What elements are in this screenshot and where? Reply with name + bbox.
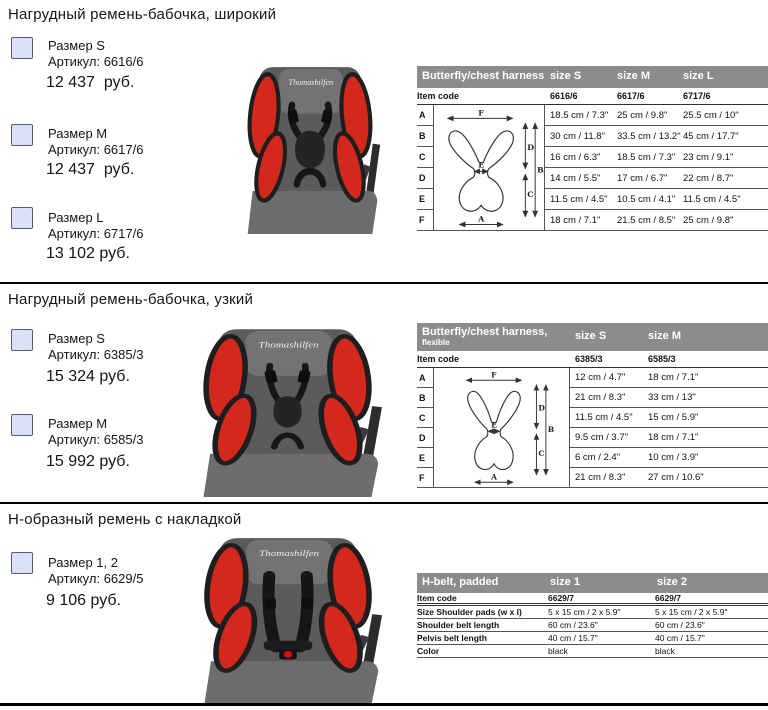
row-label: Item code xyxy=(417,593,545,606)
row-value: 60 cm / 23.6" xyxy=(652,619,768,632)
dim-value: 30 cm / 11.8" xyxy=(545,126,612,147)
spec-table-h-belt xyxy=(417,573,768,658)
spec-table-title-line2: flexible xyxy=(422,337,450,347)
dim-value: 25 cm / 9.8" xyxy=(612,105,678,126)
dim-value: 18 cm / 7.1" xyxy=(545,210,612,231)
section-divider xyxy=(0,502,768,504)
dim-value: 16 cm / 6.3" xyxy=(545,147,612,168)
article-label: Артикул: 6385/3 xyxy=(48,347,144,362)
col-header-size-l: size L xyxy=(678,66,768,88)
svg-text:A: A xyxy=(478,214,485,224)
dim-letter: B xyxy=(417,388,433,408)
dim-letter: E xyxy=(417,189,433,210)
dim-value: 6 cm / 2.4" xyxy=(570,448,643,468)
butterfly-dimension-diagram xyxy=(434,368,569,487)
item-code-value: 6617/6 xyxy=(612,88,678,105)
section-divider xyxy=(0,282,768,284)
dim-value: 23 cm / 9.1" xyxy=(678,147,768,168)
price-label: 9 106 руб. xyxy=(46,592,121,609)
price-label: 12 437 руб. xyxy=(46,74,135,91)
size-checkbox[interactable] xyxy=(11,414,33,436)
svg-text:C: C xyxy=(527,189,534,199)
col-header-size-m: size M xyxy=(612,66,678,88)
dim-letter: A xyxy=(417,368,433,388)
row-value: black xyxy=(545,645,652,658)
article-label: Артикул: 6585/3 xyxy=(48,432,144,447)
row-value: 5 x 15 cm / 2 x 5.9" xyxy=(652,606,768,619)
col-header-size-1: size 1 xyxy=(545,573,652,593)
product-photo-h-belt xyxy=(178,533,398,704)
dim-value: 33 cm / 13" xyxy=(643,388,768,408)
dim-letter: C xyxy=(417,147,433,168)
price-label: 15 992 руб. xyxy=(46,453,130,470)
seat-illustration xyxy=(177,324,398,497)
seat-illustration xyxy=(228,62,392,234)
spec-table-title xyxy=(417,323,570,351)
item-code-value: 6585/3 xyxy=(643,351,768,368)
dim-letter: E xyxy=(417,448,433,468)
item-code-label: Item code xyxy=(417,351,570,368)
brand-logo-text: Thomashilfen xyxy=(258,340,319,350)
size-label: Размер 1, 2 xyxy=(48,555,118,570)
row-value: 5 x 15 cm / 2 x 5.9" xyxy=(545,606,652,619)
row-value: 6629/7 xyxy=(545,593,652,606)
row-label: Color xyxy=(417,645,545,658)
svg-text:D: D xyxy=(538,403,545,413)
size-label: Размер S xyxy=(48,38,105,53)
butterfly-diagram xyxy=(433,105,545,231)
dim-letter: B xyxy=(417,126,433,147)
dim-value: 17 cm / 6.7" xyxy=(612,168,678,189)
dim-value: 11.5 cm / 4.5" xyxy=(570,408,643,428)
dim-value: 21.5 cm / 8.5" xyxy=(612,210,678,231)
size-checkbox[interactable] xyxy=(11,329,33,351)
row-value: 40 cm / 15.7" xyxy=(545,632,652,645)
row-value: black xyxy=(652,645,768,658)
row-label: Size Shoulder pads (w x l) xyxy=(417,606,545,619)
dim-value: 11.5 cm / 4.5" xyxy=(545,189,612,210)
article-label: Артикул: 6717/6 xyxy=(48,226,144,241)
size-label: Размер L xyxy=(48,210,104,225)
price-label: 15 324 руб. xyxy=(46,368,130,385)
dim-value: 9.5 cm / 3.7" xyxy=(570,428,643,448)
svg-text:F: F xyxy=(491,370,497,380)
item-code-value: 6616/6 xyxy=(545,88,612,105)
dim-letter: F xyxy=(417,210,433,231)
spec-table-title: Butterfly/chest harness xyxy=(417,66,545,88)
dim-letter: F xyxy=(417,468,433,488)
article-label: Артикул: 6616/6 xyxy=(48,54,144,69)
dim-value: 18.5 cm / 7.3" xyxy=(545,105,612,126)
svg-text:B: B xyxy=(547,425,555,435)
item-code-label: Item code xyxy=(417,88,545,105)
size-label: Размер M xyxy=(48,126,108,141)
spec-table-title-line1: Butterfly/chest harness, xyxy=(422,326,548,339)
svg-text:D: D xyxy=(527,142,535,152)
svg-text:E: E xyxy=(478,160,485,170)
h-belt-lap-strap xyxy=(264,641,312,650)
row-value: 40 cm / 15.7" xyxy=(652,632,768,645)
brand-logo-text: Thomashilfen xyxy=(259,549,320,559)
dim-letter: D xyxy=(417,168,433,189)
size-checkbox[interactable] xyxy=(11,124,33,146)
bottom-divider xyxy=(0,703,768,706)
col-header-size-2: size 2 xyxy=(652,573,768,593)
seat-illustration xyxy=(178,533,398,704)
buckle-button xyxy=(284,651,293,658)
svg-text:B: B xyxy=(537,165,544,175)
spec-table-butterfly-flexible xyxy=(417,323,768,488)
section-title-butterfly-wide: Нагрудный ремень-бабочка, широкий xyxy=(8,6,277,23)
item-code-value: 6717/6 xyxy=(678,88,768,105)
size-checkbox[interactable] xyxy=(11,37,33,59)
dim-value: 45 cm / 17.7" xyxy=(678,126,768,147)
col-header-size-s: size S xyxy=(545,66,612,88)
butterfly-diagram xyxy=(433,368,570,488)
row-label: Shoulder belt length xyxy=(417,619,545,632)
row-label: Pelvis belt length xyxy=(417,632,545,645)
dim-value: 25.5 cm / 10" xyxy=(678,105,768,126)
size-checkbox[interactable] xyxy=(11,552,33,574)
brand-logo-text: Thomashilfen xyxy=(288,78,334,88)
dim-value: 33.5 cm / 13.2" xyxy=(612,126,678,147)
dim-value: 10 cm / 3.9" xyxy=(643,448,768,468)
section-title-butterfly-narrow: Нагрудный ремень-бабочка, узкий xyxy=(8,291,254,308)
svg-text:A: A xyxy=(491,472,497,482)
size-checkbox[interactable] xyxy=(11,207,33,229)
item-code-value: 6385/3 xyxy=(570,351,643,368)
spec-table-butterfly-wide xyxy=(417,66,768,231)
size-label: Размер M xyxy=(48,416,108,431)
article-label: Артикул: 6617/6 xyxy=(48,142,144,157)
dim-value: 10.5 cm / 4.1" xyxy=(612,189,678,210)
svg-text:E: E xyxy=(491,420,497,430)
dim-value: 21 cm / 8.3" xyxy=(570,468,643,488)
dim-value: 18 cm / 7.1" xyxy=(643,368,768,388)
svg-text:C: C xyxy=(538,448,545,458)
dim-value: 18.5 cm / 7.3" xyxy=(612,147,678,168)
dim-value: 14 cm / 5.5" xyxy=(545,168,612,189)
size-label: Размер S xyxy=(48,331,105,346)
article-label: Артикул: 6629/5 xyxy=(48,571,144,586)
spec-table-title: H-belt, padded xyxy=(417,573,545,593)
dim-value: 21 cm / 8.3" xyxy=(570,388,643,408)
dim-value: 18 cm / 7.1" xyxy=(643,428,768,448)
dim-letter: C xyxy=(417,408,433,428)
price-label: 13 102 руб. xyxy=(46,245,130,262)
dim-value: 22 cm / 8.7" xyxy=(678,168,768,189)
section-title-h-belt: Н-образный ремень с накладкой xyxy=(8,511,242,528)
butterfly-dimension-diagram xyxy=(434,105,544,230)
price-label: 12 437 руб. xyxy=(46,161,135,178)
dim-value: 11.5 cm / 4.5" xyxy=(678,189,768,210)
row-value: 60 cm / 23.6" xyxy=(545,619,652,632)
product-photo-butterfly-wide xyxy=(228,62,392,234)
dim-value: 15 cm / 5.9" xyxy=(643,408,768,428)
row-value: 6629/7 xyxy=(652,593,768,606)
dim-letter: A xyxy=(417,105,433,126)
col-header-size-m: size M xyxy=(643,323,768,351)
dim-value: 27 cm / 10.6" xyxy=(643,468,768,488)
col-header-size-s: size S xyxy=(570,323,643,351)
product-photo-butterfly-narrow xyxy=(177,324,398,497)
dim-value: 12 cm / 4.7" xyxy=(570,368,643,388)
svg-text:F: F xyxy=(478,108,484,118)
dim-value: 25 cm / 9.8" xyxy=(678,210,768,231)
dim-letter: D xyxy=(417,428,433,448)
